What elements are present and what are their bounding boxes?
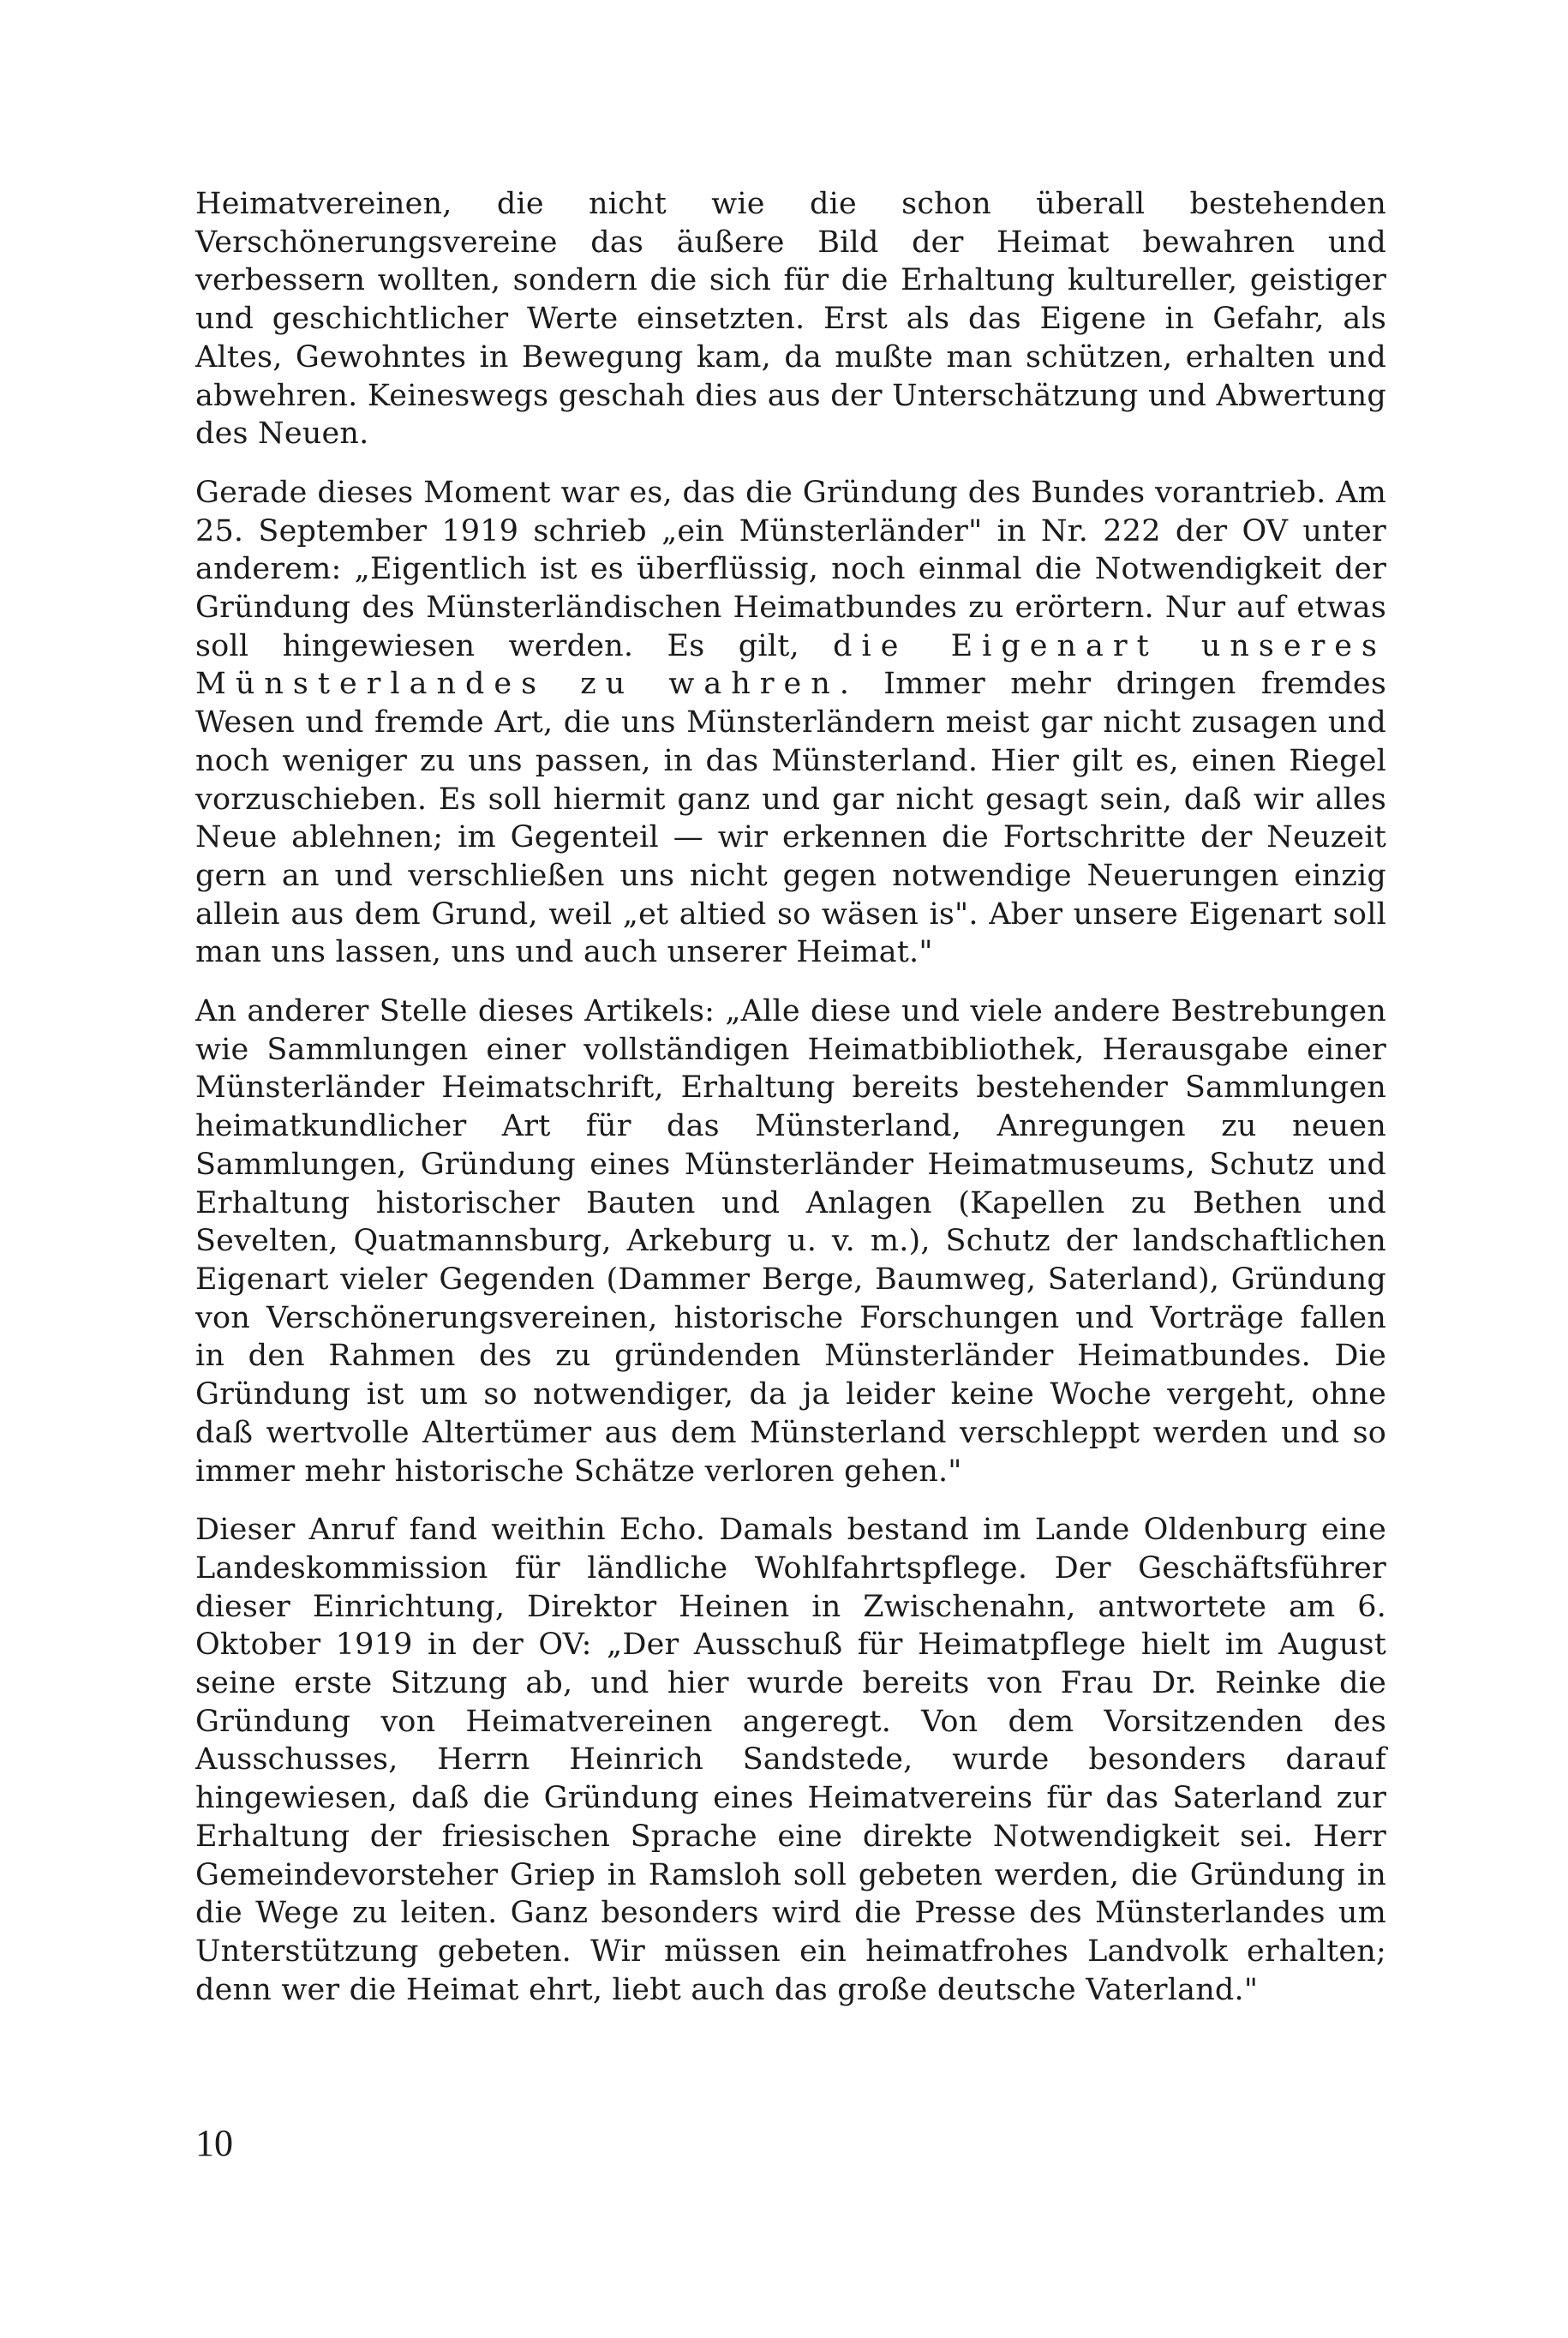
paragraph-1 xyxy=(195,185,1386,453)
paragraph-1-text: Heimatvereinen, die nicht wie die schon überall bestehenden Verschönerungsvereine das äußere Bild der Heimat bewahren und verbessern wollten, sondern die sich für die Erhaltung kultureller, geistiger und geschichtlicher Werte einsetzten. Erst als das Eigene in Gefahr, als Altes, Gewohntes in Bewegung kam, da mußte man schützen, erhalten und abwehren. Keineswegs geschah dies aus der Unterschätzung und Abwertung des Neuen. xyxy=(195,187,1386,452)
paragraph-2 xyxy=(195,474,1386,972)
paragraph-2-text-before: Gerade dieses Moment war es, das die Gründung des Bundes vorantrieb. Am 25. September 1919 schrieb „ein Münsterländer" in Nr. 222 der OV unter anderem: „Eigentlich ist es überflüssig, noch einmal die Notwendigkeit der Gründung des Münsterländischen Heimatbundes zu erörtern. Nur auf etwas soll hingewiesen werden. Es gilt, xyxy=(195,475,1386,663)
paragraph-3-text: An anderer Stelle dieses Artikels: „Alle diese und viele andere Bestrebungen wie Sammlungen einer vollständigen Heimatbibliothek, Herausgabe einer Münsterländer Heimatschrift, Erhaltung bereits bestehender Sammlungen heimatkundlicher Art für das Münsterland, Anregungen zu neuen Sammlungen, Gründung eines Münsterländer Heimatmuseums, Schutz und Erhaltung historischer Bauten und Anlagen (Kapellen zu Bethen und Sevelten, Quatmannsburg, Arkeburg u. v. m.), Schutz der landschaftlichen Eigenart vieler Gegenden (Dammer Berge, Baumweg, Saterland), Gründung von Verschönerungsvereinen, historische Forschungen und Vorträge fallen in den Rahmen des zu gründenden Münsterländer Heimatbundes. Die Gründung ist um so notwendiger, da ja leider keine Woche vergeht, ohne daß wertvolle Altertümer aus dem Münsterland verschleppt werden und so immer mehr historische Schätze verloren gehen." xyxy=(195,994,1386,1489)
paragraph-2-spaced-emphasis: die Eigenart unseres Münsterlandes zu wahren. xyxy=(195,628,1386,702)
paragraph-3 xyxy=(195,992,1386,1490)
paragraph-4 xyxy=(195,1511,1386,2009)
paragraph-4-text: Dieser Anruf fand weithin Echo. Damals bestand im Lande Oldenburg eine Landeskommission für ländliche Wohlfahrtspflege. Der Geschäftsführer dieser Einrichtung, Direktor Heinen in Zwischenahn, antwortete am 6. Oktober 1919 in der OV: „Der Ausschuß für Heimatpflege hielt im August seine erste Sitzung ab, und hier wurde bereits von Frau Dr. Reinke die Gründung von Heimatvereinen angeregt. Von dem Vorsitzenden des Ausschusses, Herrn Heinrich Sandstede, wurde besonders darauf hingewiesen, daß die Gründung eines Heimatvereins für das Saterland zur Erhaltung der friesischen Sprache eine direkte Notwendigkeit sei. Herr Gemeindevorsteher Griep in Ramsloh soll gebeten werden, die Gründung in die Wege zu leiten. Ganz besonders wird die Presse des Münsterlandes um Unterstützung gebeten. Wir müssen ein heimatfrohes Landvolk erhalten; denn wer die Heimat ehrt, liebt auch das große deutsche Vaterland." xyxy=(195,1513,1386,2007)
paragraph-2-text-after: Immer mehr dringen fremdes Wesen und fremde Art, die uns Münsterländern meist gar nicht zusagen und noch weniger zu uns passen, in das Münsterland. Hier gilt es, einen Riegel vorzuschieben. Es soll hiermit ganz und gar nicht gesagt sein, daß wir alles Neue ablehnen; im Gegenteil — wir erkennen die Fortschritte der Neuzeit gern an und verschließen uns nicht gegen notwendige Neuerungen einzig allein aus dem Grund, weil „et altied so wäsen is". Aber unsere Eigenart soll man uns lassen, uns und auch unserer Heimat." xyxy=(195,667,1386,970)
body-text xyxy=(195,185,1386,2009)
page-number: 10 xyxy=(195,2122,233,2164)
